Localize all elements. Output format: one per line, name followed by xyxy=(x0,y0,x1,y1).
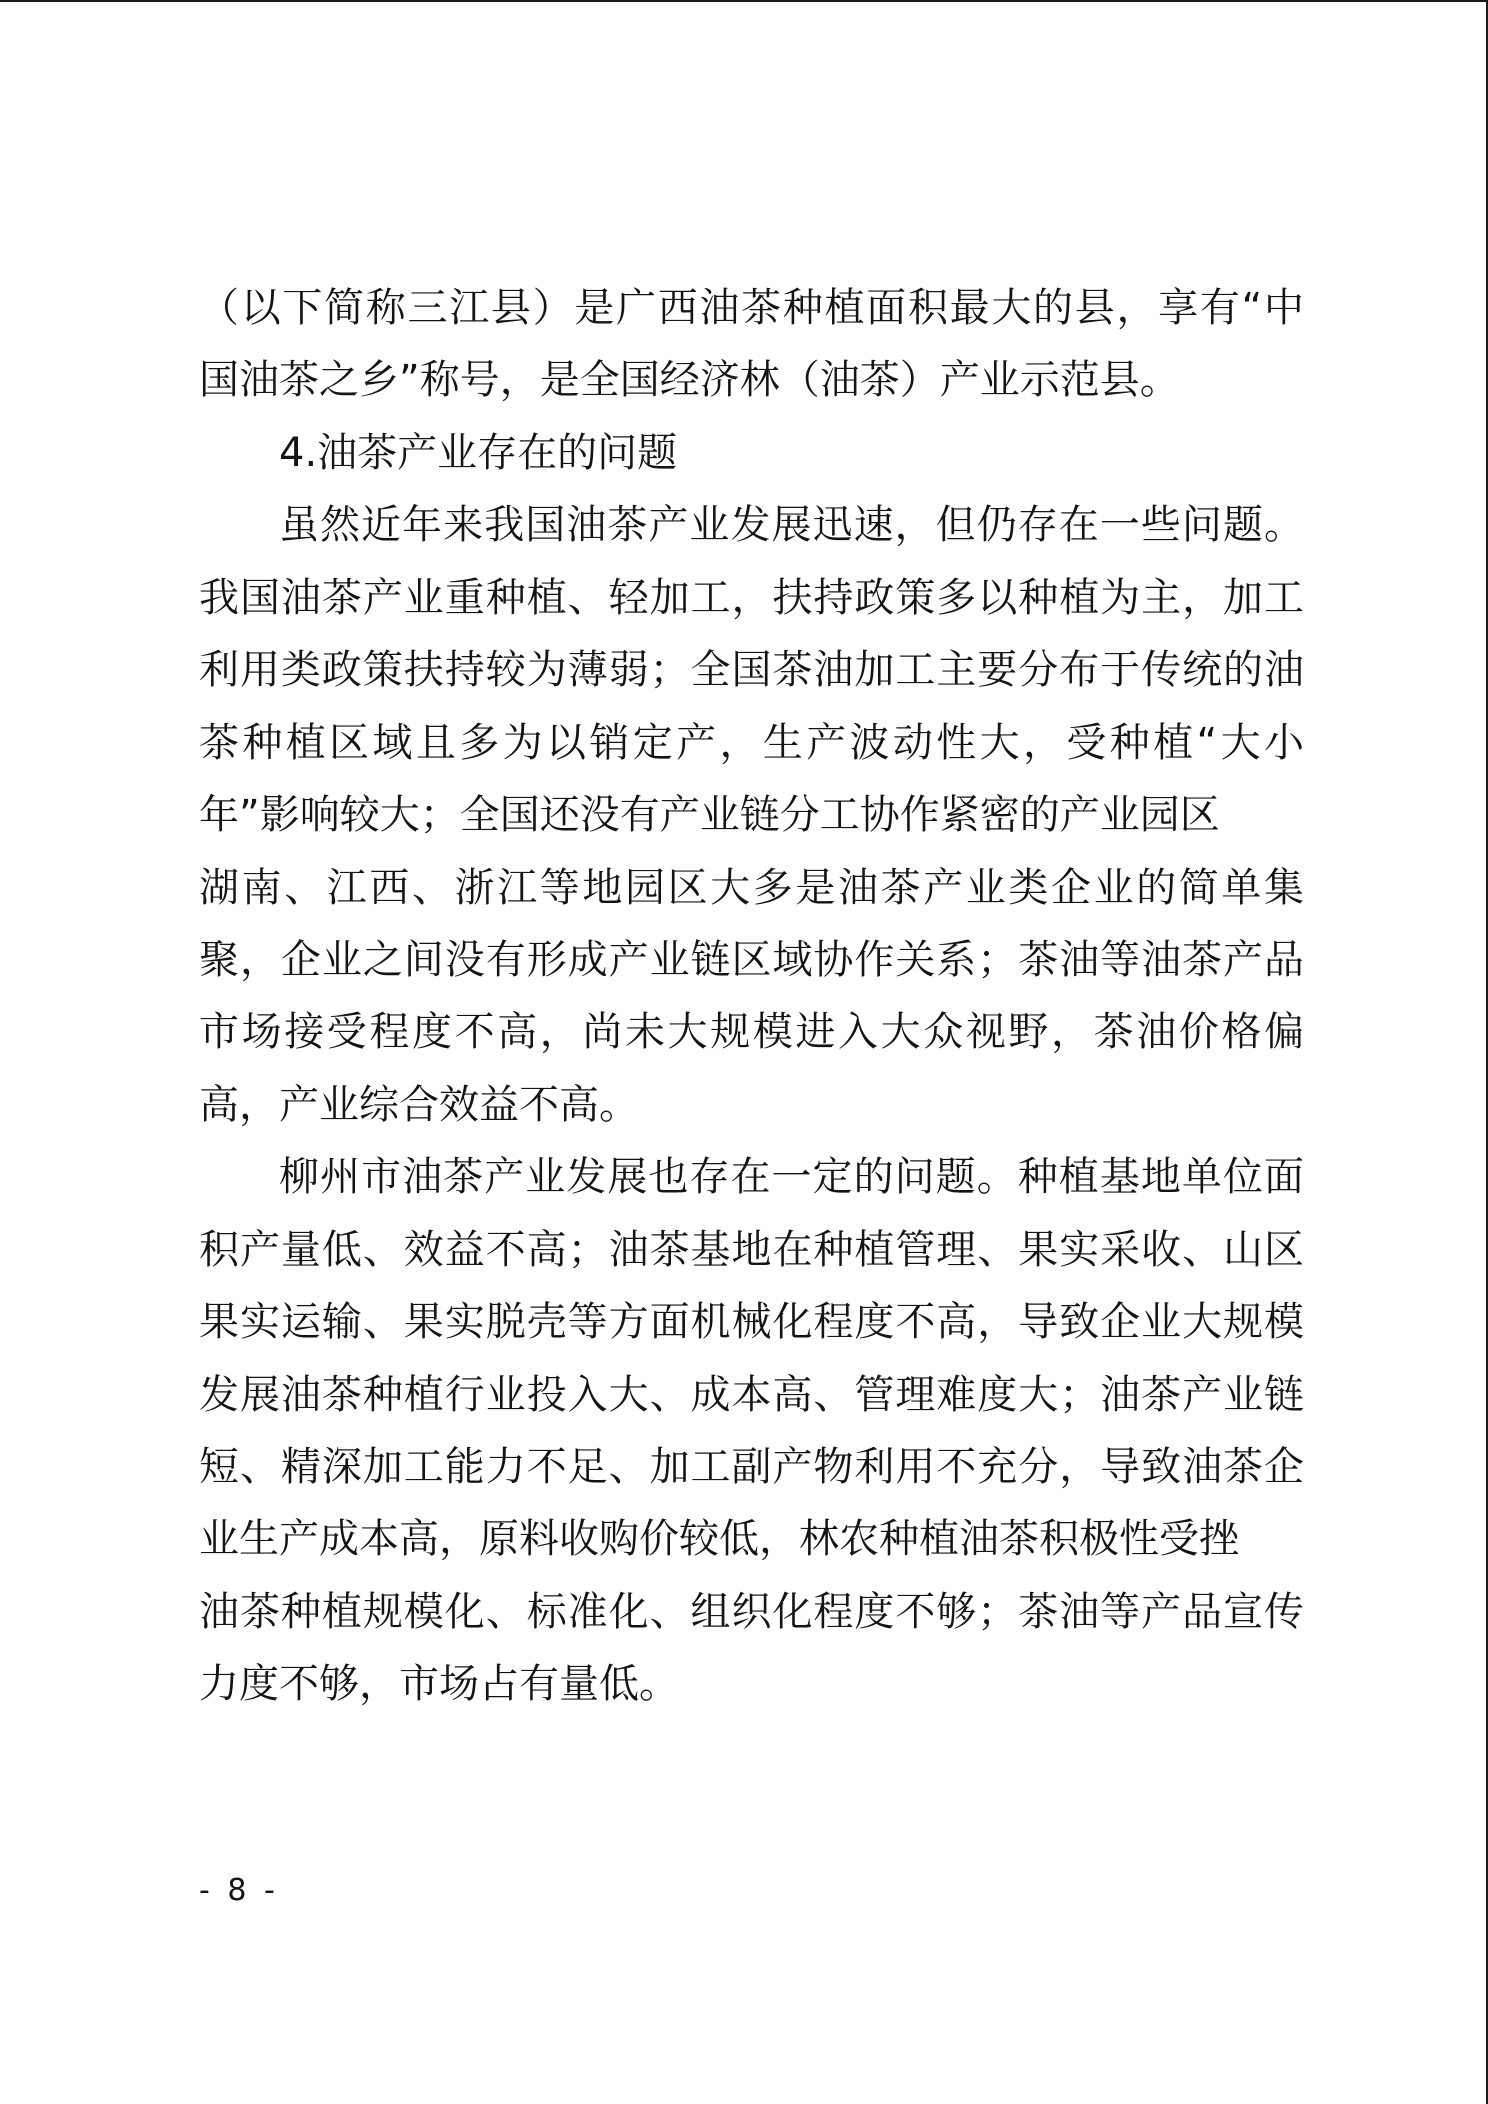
text-line: 油茶种植规模化、标准化、组织化程度不够；茶油等产品宣传 xyxy=(199,1588,1304,1635)
text-line: 湖南、江西、浙江等地园区大多是油茶产业类企业的简单集 xyxy=(199,864,1304,911)
text-line: 年”影响较大；全国还没有产业链分工协作紧密的产业园区 xyxy=(199,792,1220,839)
text-line: （以下简称三江县）是广西油茶种植面积最大的县，享有“中 xyxy=(199,285,1304,331)
body-text xyxy=(199,272,1304,1721)
text-line: 力度不够，市场占有量低。 xyxy=(199,1661,679,1708)
text-line: 积产量低、效益不高；油茶基地在种植管理、果实采收、山区 xyxy=(199,1226,1304,1273)
text-line: 短、精深加工能力不足、加工副产物利用不充分，导致油茶企 xyxy=(199,1444,1304,1490)
text-line: 市场接受程度不高，尚未大规模进入大众视野，茶油价格偏 xyxy=(199,1009,1304,1056)
text-line: 业生产成本高，原料收购价较低，林农种植油茶积极性受挫 xyxy=(199,1516,1239,1563)
text-line: 利用类政策扶持较为薄弱；全国茶油加工主要分布于传统的油 xyxy=(199,647,1304,694)
text-line: 发展油茶种植行业投入大、成本高、管理难度大；油茶产业链 xyxy=(199,1371,1304,1418)
text-line: 茶种植区域且多为以销定产，生产波动性大，受种植“大小 xyxy=(199,719,1304,766)
text-line: 柳州市油茶产业发展也存在一定的问题。种植基地单位面 xyxy=(279,1154,1304,1201)
text-line: 虽然近年来我国油茶产业发展迅速，但仍存在一些问题。 xyxy=(279,502,1304,549)
text-line: 果实运输、果实脱壳等方面机械化程度不高，导致企业大规模 xyxy=(199,1299,1304,1346)
text-line: 高，产业综合效益不高。 xyxy=(199,1081,639,1128)
text-line: 国油茶之乡”称号，是全国经济林（油茶）产业示范县。 xyxy=(199,357,1180,404)
section-heading: 4.油茶产业存在的问题 xyxy=(279,429,678,476)
text-line: 我国油茶产业重种植、轻加工，扶持政策多以种植为主，加工 xyxy=(199,574,1304,621)
text-line: 聚，企业之间没有形成产业链区域协作关系；茶油等油茶产品 xyxy=(199,936,1304,983)
page-number: - 8 - xyxy=(199,1873,279,1908)
